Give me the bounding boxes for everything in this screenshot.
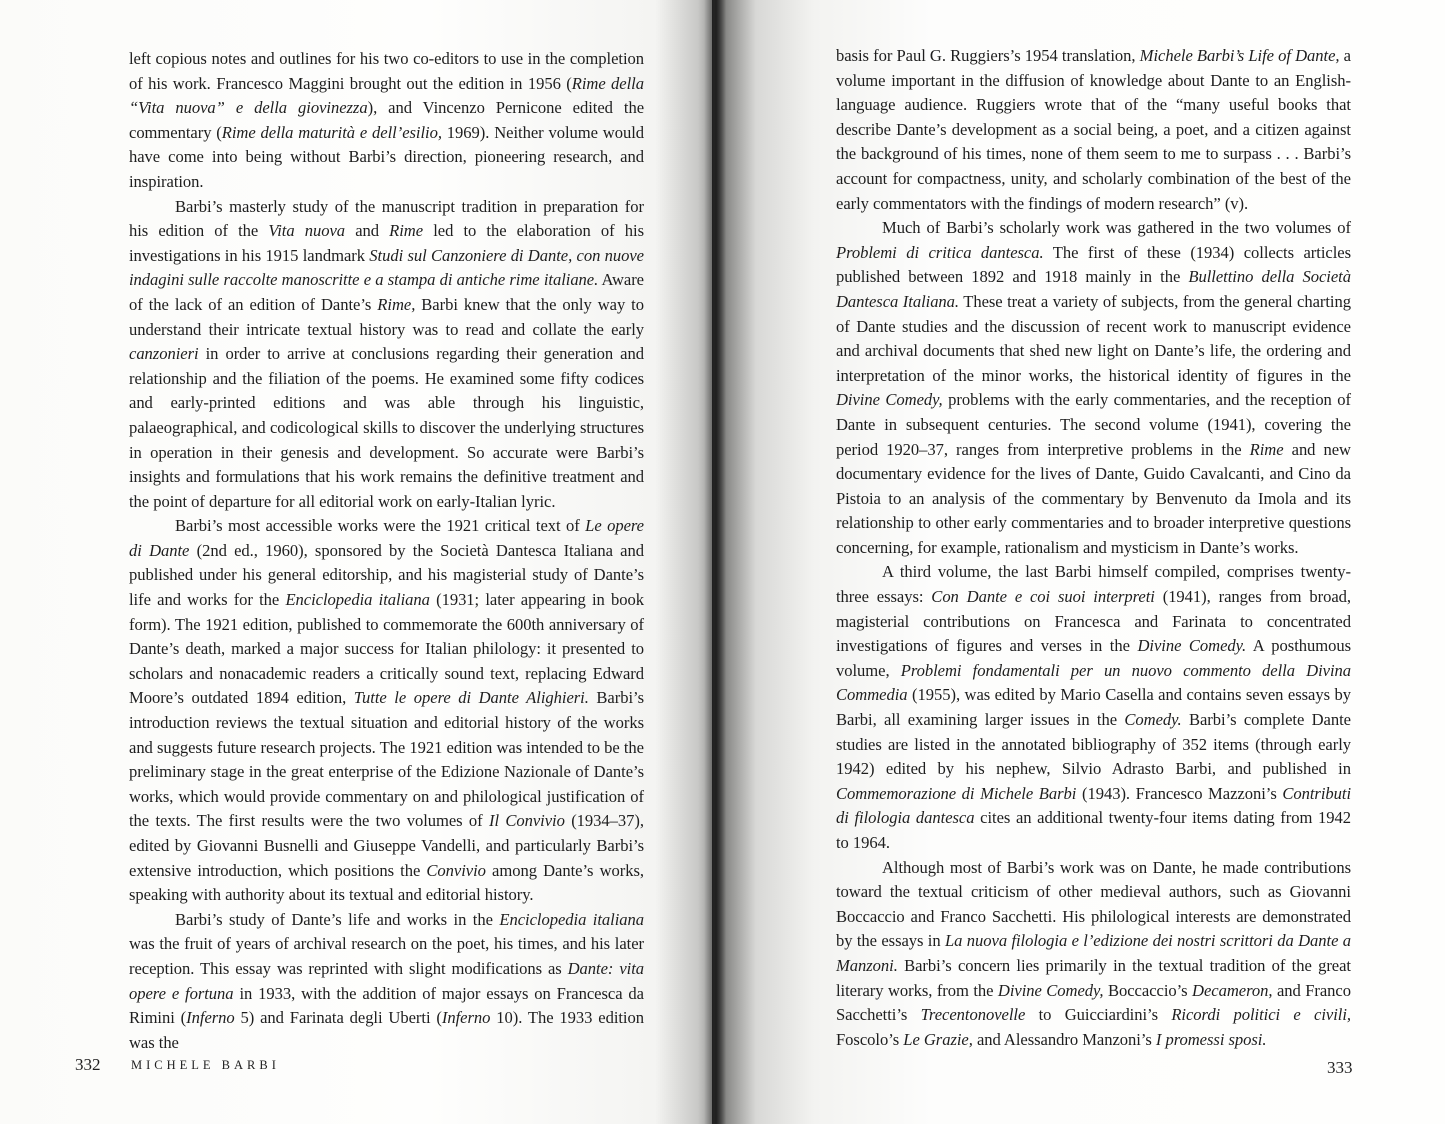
paragraph [129,47,644,195]
text-run: 10). The 1933 edition was the [129,1008,644,1052]
italic-title: Bullettino della Società Dantesca Italiana. [836,267,1351,311]
left-page-body [129,47,644,1055]
italic-title: Divine Comedy, [997,980,1104,1000]
paragraph [836,560,1351,855]
italic-title: Comedy. [1124,710,1182,730]
text-run: to Guicciardini’s [1025,1005,1172,1025]
italic-title: Problemi fondamentali per un nuovo commento della Divina Commedia [836,660,1351,705]
italic-title: Trecentonovelle [920,1005,1026,1025]
text-run: (1943). Francesco Mazzoni’s [1076,783,1283,803]
italic-title: Ricordi politici e civili, [1171,1005,1351,1025]
text-run: (1955), was edited by Mario Casella and contains seven essays by Barbi, all examining larger issues in the [836,685,1351,730]
text-run: led to the elaboration of his investigations in his 1915 landmark [129,221,644,265]
text-run: 1969). Neither volume would have come into being without Barbi’s direction, pioneering research, and inspiration. [129,122,644,191]
text-run: and new documentary evidence for the lives of Dante, Guido Cavalcanti, and Cino da Pistoia to an analysis of the commentary by Benvenuto da Imola and its relationship to other early commentaries and to broader interpretive questions concerning, for example, rationalism and mysticism in Dante’s works. [836,439,1351,557]
italic-title: canzonieri [129,344,199,364]
text-run: Boccaccio’s [1103,980,1193,1000]
text-run: A third volume, the last Barbi himself compiled, comprises twenty-three essays: [836,562,1351,607]
italic-title: Rime [1249,439,1284,459]
italic-title: Problemi di critica dantesca. [836,242,1044,262]
text-run: problems with the early commentaries, and the reception of Dante in subsequent centuries. The second volume (1941), covering the period 1920–37, ranges from interpretive problems in the [836,390,1351,459]
text-run: ), and Vincenzo Pernicone edited the commentary ( [129,98,645,142]
text-run: in order to arrive at conclusions regarding their generation and relationship and the filiation of the poems. He examined some fifty codices and early-printed editions and was able through his linguistic, palaeographical, and codicological skills to discover the underlying structures in operation in their genesis and development. So accurate were Barbi’s insights and formulations that his work remains the definitive treatment and the point of departure for all editorial work on early-Italian lyric. [129,344,644,511]
italic-title: Dante: vita opere e fortuna [129,958,645,1003]
text-run: and Alessandro Manzoni’s [972,1029,1156,1049]
italic-title: Le opere di Dante [129,516,644,560]
right-page-body [836,44,1351,1052]
right-page-number: 333 [1327,1058,1353,1077]
text-run: Barbi’s masterly study of the manuscript tradition in preparation for his edition of the [129,196,644,241]
italic-title: Vita nuova [268,221,346,241]
paragraph [129,514,644,908]
italic-title: Contributi di filologia dantesca [836,783,1352,828]
text-run: a volume important in the diffusion of knowledge about Dante to an English-language audience. Ruggiers wrote that of the “many useful books that describe Dante’s development as a social being, a poet, and a citizen against the background of his times, none of them seem to me to surpass . . . Barbi’s account for compactness, unity, and scholarly combination of the best of the early commentators with the findings of modern research” (v). [836,46,1351,213]
text-run: Aware of the lack of an edition of Dante’s [129,270,645,314]
text-run: Barbi’s introduction reviews the textual situation and editorial history of the works and suggests future research projects. The 1921 edition was intended to be the preliminary stage in the great enterprise of the Edizione Nazionale of Dante’s works, which would provide commentary on and philological justification of the texts. The first results were the two volumes of [129,688,644,831]
text-run: (1934–37), edited by Giovanni Busnelli and Giuseppe Vandelli, and particularly Barbi’s extensive introduction, which positions the [129,811,644,880]
italic-title: Inferno [441,1008,491,1028]
italic-title: I promessi sposi. [1155,1029,1267,1049]
text-run: (1941), ranges from broad, magisterial contributions on Francesca and Farinata to concentrated investigations of figures and verses in the [836,587,1352,656]
italic-title: Convivio [426,860,486,880]
italic-title: Enciclopedia italiana [285,590,430,610]
text-run: cites an additional twenty-four items dating from 1942 to 1964. [836,808,1351,852]
italic-title: Rime, [377,294,416,314]
italic-title: Divine Comedy. [1137,636,1247,656]
text-run: Barbi’s study of Dante’s life and works in the [175,909,500,929]
paragraph [836,856,1351,1053]
text-run: These treat a variety of subjects, from the general charting of Dante studies and the discussion of recent work to manuscript evidence and archival documents that shed new light on Dante’s life, the ordering and interpretation of the minor works, the historical identity of figures in the [836,291,1351,385]
italic-title: Con Dante e coi suoi interpreti [931,587,1155,607]
text-run: 5) and Farinata degli Uberti ( [234,1008,442,1028]
text-run: basis for Paul G. Ruggiers’s 1954 translation, [836,46,1140,65]
italic-title: Rime della maturità e dell’esilio, [221,122,442,142]
italic-title: Divine Comedy, [836,390,943,410]
italic-title: Il Convivio [488,811,565,831]
italic-title: Commemorazione di Michele Barbi [836,783,1077,803]
italic-title: Tutte le opere di Dante Alighieri. [353,688,589,708]
text-run: in 1933, with the addition of major essays on Francesca da Rimini ( [129,983,644,1028]
italic-title: Michele Barbi’s Life of Dante, [1139,46,1340,65]
text-run: Much of Barbi’s scholarly work was gathered in the two volumes of [882,218,1351,238]
italic-title: Decameron, [1192,980,1273,1000]
italic-title: Le Grazie, [903,1029,973,1049]
text-run: Barbi’s complete Dante studies are listed in the annotated bibliography of 352 items (through early 1942) edited by his nephew, Silvio Adrasto Barbi, and published in [836,710,1351,779]
text-run: The first of these (1934) collects articles published between 1892 and 1918 mainly in the [836,242,1351,287]
text-run: (1931; later appearing in book form). The 1921 edition, published to commemorate the 600th anniversary of Dante’s death, marked a major success for Italian philology: it presented to scholars and nonacademic readers a critically sound text, replacing Edward Moore’s outdated 1894 edition, [129,590,644,708]
left-page-number: 332 [75,1055,101,1074]
italic-title: Rime della “Vita nuova” e della giovinezza [129,73,644,118]
text-run: Barbi’s most accessible works were the 1921 critical text of [175,516,586,536]
italic-title: Rime [389,221,424,241]
text-run: left copious notes and outlines for his two co-editors to use in the completion of his work. Francesco Maggini brought out the edition in 1956 ( [129,49,644,93]
italic-title: Studi sul Canzoniere di Dante, con nuove indagini sulle raccolte manoscritte e a stampa di antiche rime italiane. [129,245,644,290]
text-run: among Dante’s works, speaking with authority about its textual and editorial history. [129,860,644,905]
italic-title: Enciclopedia italiana [499,909,645,929]
italic-title: Inferno [186,1008,235,1028]
text-run: and Franco Sacchetti’s [836,980,1351,1025]
paragraph [836,216,1351,560]
book-gutter [704,0,726,1124]
paragraph [129,908,644,1056]
text-run: and [345,221,390,241]
italic-title: La nuova filologia e l’edizione dei nostri scrittori da Dante a Manzoni. [836,931,1352,975]
text-run: A posthumous volume, [836,636,1352,680]
text-run: was the fruit of years of archival research on the poet, his times, and his later reception. This essay was reprinted with slight modifications as [129,934,644,978]
paragraph [836,44,1351,216]
running-head: MICHELE BARBI [131,1058,280,1072]
text-run: (2nd ed., 1960), sponsored by the Società Dantesca Italiana and published under his general editorship, and his magisterial study of Dante’s life and works for the [129,540,644,610]
paragraph [129,195,644,515]
text-run: Barbi’s concern lies primarily in the textual tradition of the great literary works, from the [836,955,1351,1000]
text-run: Foscolo’s [836,1029,904,1049]
text-run: Although most of Barbi’s work was on Dante, he made contributions toward the textual criticism of other medieval authors, such as Giovanni Boccaccio and Franco Sacchetti. His philological interests are demonstrated by the essays in [836,857,1351,951]
text-run: Barbi knew that the only way to understand their intricate textual history was to read and collate the early [129,294,644,339]
